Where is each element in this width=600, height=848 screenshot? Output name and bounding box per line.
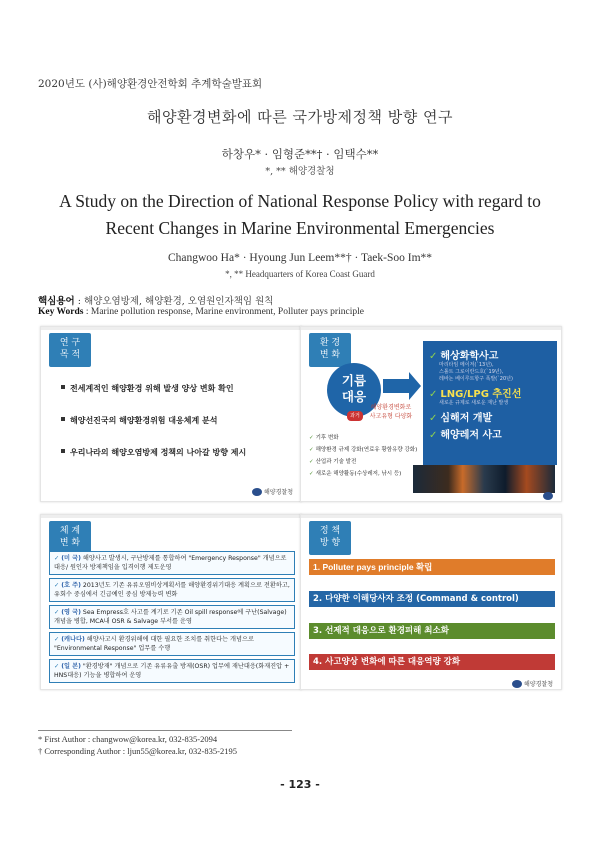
logo-text: 해양경찰청 (264, 489, 293, 496)
slide-environment-change (300, 326, 562, 502)
keywords-korean (38, 293, 273, 307)
list-item (309, 445, 417, 453)
list-item (309, 457, 417, 465)
change-caption: 해양환경변화로 사고유형 다양화 (369, 404, 413, 420)
footnote-corresponding-author: † Corresponding Author : ljun55@korea.kr, 032-835-2195 (38, 746, 237, 756)
check-icon: ✓ (54, 609, 60, 616)
conference-header: 2020년도 (사)해양환경안전학회 추계학술발표회 (38, 78, 263, 90)
risk-label: 심해저 개발 (440, 413, 493, 424)
risk-item (429, 426, 551, 441)
list-item: 해양선진국의 해양환경위험 대응체계 분석 (61, 415, 246, 426)
new-risk-panel (423, 341, 557, 465)
cause-label: 기후 변화 (315, 435, 339, 441)
country-text: Sea Empress호 사고를 계기로 기존 Oil spill response에 구난(Salvage) 개념을 병합, MCA내 OSR & Salvage 부서를 운영 (54, 609, 287, 625)
affiliation-english: *, ** Headquarters of Korea Coast Guard (225, 269, 375, 279)
cause-label: 새로운 해양활동(수상레저, 낚시 등) (315, 471, 402, 477)
country-box (49, 551, 295, 575)
risk-label: 해양레저 사고 (440, 430, 502, 441)
keywords-korean-text: : 해양오염방제, 해양환경, 오염원인자책임 원칙 (74, 296, 274, 307)
check-icon: ✓ (54, 636, 60, 643)
accident-photo-strip (413, 465, 555, 493)
country-box (49, 632, 295, 656)
slide-tag: 연 구 목 적 (49, 333, 91, 367)
check-icon: ✓ (309, 447, 314, 453)
emblem-icon (252, 488, 262, 496)
circle-label: 기름 대응 (341, 373, 367, 404)
check-icon: ✓ (429, 389, 438, 400)
country-box (49, 659, 295, 683)
list-item (309, 469, 417, 477)
keywords-english (38, 307, 364, 317)
logo-text: 해양경찰청 (524, 681, 553, 688)
cause-label: 해양환경 규제 강화(연료유 황함유량 강화) (315, 447, 418, 453)
coast-guard-logo (543, 492, 553, 500)
country-text: 해양사고시 환경위해에 대한 필요한 조치를 취한다는 개념으로 "Environmental Response" 업무를 수행 (54, 636, 254, 652)
country-text: 해양사고 발생시, 구난방제를 통합하여 "Emergency Response" 개념으로 대응/ 원인자 방제책임을 입격이행 제도운영 (54, 555, 287, 571)
footnote-first-author: * First Author : changwow@korea.kr, 032-835-2094 (38, 734, 218, 744)
risk-item (429, 385, 551, 400)
check-icon: ✓ (429, 413, 438, 424)
slide-top-bar (41, 515, 301, 518)
slide-top-bar (301, 515, 561, 518)
country-label: (일 본) (61, 663, 81, 670)
slide-tag: 환 경 변 화 (309, 333, 351, 367)
country-text: 2013년도 기존 유류오염비상계획서를 해양환경위기대응 계획으로 전환하고, 유회수 중심에서 긴급예인 중심 방제능력 변화 (54, 582, 290, 598)
list-item (309, 433, 417, 441)
slide-tag: 체 계 변 화 (49, 521, 91, 555)
authors-english: Changwoo Ha* · Hyoung Jun Leem**† · Taek-Soo Im** (167, 252, 433, 264)
risk-label: 해상화학사고 (440, 351, 499, 362)
keywords-english-text: : Marine pollution response, Marine environment, Polluter pays principle (83, 307, 364, 317)
check-icon: ✓ (309, 471, 314, 477)
country-label: (영 국) (61, 609, 81, 616)
past-badge: 과거 (347, 411, 363, 421)
keywords-korean-label: 핵심용어 (38, 296, 75, 307)
title-english (40, 188, 560, 242)
footnote-divider (38, 730, 292, 731)
title-english-line1: A Study on the Direction of National Response Policy with regard to (59, 191, 541, 211)
country-text: "환경방재" 개념으로 기존 유류유출 방제(OSR) 업무에 재난대응(화재진압 + HNS대응) 기능을 병합하여 운영 (54, 663, 290, 679)
page-number: - 123 - (280, 778, 320, 791)
check-icon: ✓ (309, 459, 314, 465)
risk-sub: 마리타임 메이저(`13년), 스톨트 그로이란드호(`19년), 레바논 베이루트항구 폭발(`20년) (439, 362, 513, 382)
country-label: (호 주) (61, 582, 81, 589)
slide-policy-direction (300, 514, 562, 690)
policy-bar-1: 1. Polluter pays principle 확립 (309, 559, 555, 575)
title-english-line2: Recent Changes in Marine Environmental Emergencies (105, 218, 495, 238)
slide-top-bar (41, 327, 301, 330)
slide-top-bar (301, 327, 561, 330)
coast-guard-logo (252, 487, 293, 496)
country-box (49, 578, 295, 602)
risk-item (429, 409, 551, 424)
emblem-icon (512, 680, 522, 688)
coast-guard-logo (512, 679, 553, 688)
purpose-list (61, 383, 246, 479)
policy-bar-2: 2. 다양한 이해당사자 조정 (Command & control) (309, 591, 555, 607)
emblem-icon (543, 492, 553, 500)
risk-item (429, 347, 551, 362)
title-korean: 해양환경변화에 따른 국가방제정책 방향 연구 (147, 108, 453, 126)
slide-tag: 정 책 방 향 (309, 521, 351, 555)
check-icon: ✓ (54, 582, 60, 589)
affiliation-korean: *, ** 해양경찰청 (265, 166, 335, 177)
list-item: 전세계적인 해양환경 위해 발생 양상 변화 확인 (61, 383, 246, 394)
country-box (49, 605, 295, 629)
country-label: (미 국) (61, 555, 81, 562)
country-label: (캐나다) (61, 636, 85, 643)
cause-list (309, 433, 417, 481)
list-item: 우리나라의 해양오염방제 정책의 나아갈 방향 제시 (61, 447, 246, 458)
slide-research-purpose (40, 326, 302, 502)
check-icon: ✓ (54, 555, 60, 562)
policy-bar-3: 3. 선제적 대응으로 환경피해 최소화 (309, 623, 555, 639)
arrow-right-icon (383, 379, 409, 393)
check-icon: ✓ (309, 435, 314, 441)
check-icon: ✓ (429, 351, 438, 362)
policy-bar-4: 4. 사고양상 변화에 따른 대응역량 강화 (309, 654, 555, 670)
check-icon: ✓ (54, 663, 60, 670)
risk-label: LNG/LPG 추진선 (440, 389, 522, 400)
authors-korean: 하창우* · 임형준**† · 임택수** (221, 147, 379, 161)
check-icon: ✓ (429, 430, 438, 441)
keywords-english-label: Key Words (38, 307, 84, 317)
cause-label: 산업과 기술 발전 (315, 459, 357, 465)
slide-system-change (40, 514, 302, 690)
risk-sub: 새로운 규제로 새로운 재난 발생 (439, 400, 509, 406)
